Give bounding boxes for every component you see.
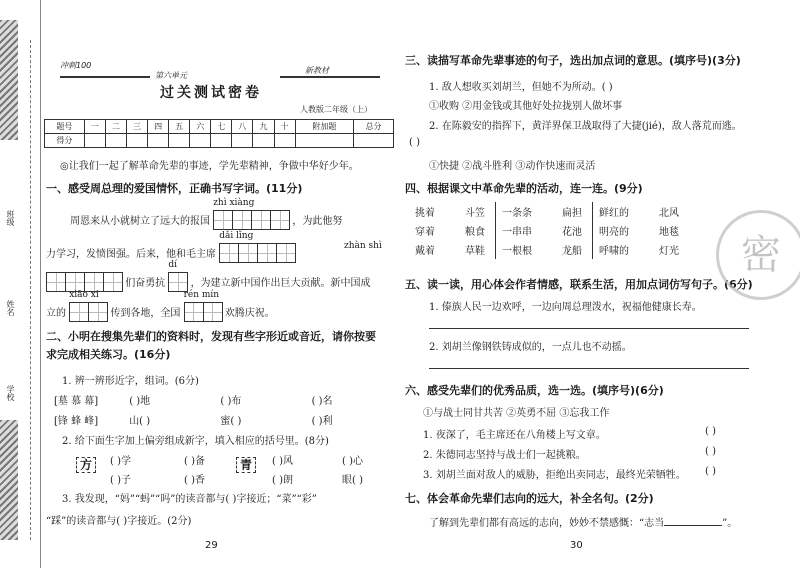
- score-cell[interactable]: [354, 134, 394, 148]
- q2-title: 二、小明在搜集先辈们的资料时，发现有些字形近或音近，请你按要: [46, 330, 376, 343]
- score-header-cell: 题号: [45, 120, 85, 134]
- q1-title: 一、感受周总理的爱国情怀，正确书写字词。(11分): [46, 182, 303, 195]
- q3-item2: 2. 在陈毅安的指挥下，黄洋界保卫战取得了大捷(jié)，敌人落荒而逃。: [429, 121, 742, 132]
- q2-sub3: 3. 我发现，“妈”“蚂”“吗”的读音都与( )字接近；“菜”“彩”: [62, 494, 317, 505]
- grade-label: 人教版二年级（上）: [300, 105, 372, 114]
- q7-title: 七、体会革命先辈们志向的远大，补全名句。(2分): [405, 492, 654, 505]
- q5-title: 五、读一读，用心体会作者情感，联系生活，用加点词仿写句子。(6分): [405, 278, 753, 291]
- matching-word[interactable]: 戴着: [415, 246, 435, 257]
- score-header-cell: 十: [274, 120, 295, 134]
- q1-line2: 力学习，发愤图强。后来，他和毛主席 dǎi lǐng zhàn shì: [46, 243, 295, 266]
- matching-word[interactable]: 草鞋: [465, 246, 485, 257]
- matching-word[interactable]: 粮食: [465, 227, 485, 238]
- matching-word[interactable]: 穿着: [415, 227, 435, 238]
- score-cell[interactable]: [148, 134, 169, 148]
- binding-stripe: [0, 20, 18, 140]
- school-label: 学校: [6, 385, 15, 401]
- matching-word[interactable]: 挑着: [415, 208, 435, 219]
- score-header-cell: 八: [232, 120, 253, 134]
- score-header-cell: 四: [148, 120, 169, 134]
- pinyin: xiāo xi: [69, 290, 99, 300]
- score-cell[interactable]: [105, 134, 126, 148]
- matching-word[interactable]: 龙船: [562, 246, 582, 257]
- q2-row1: [墓 慕 幕] ( )地 ( )布 ( )名: [54, 396, 333, 407]
- score-cell[interactable]: [253, 134, 274, 148]
- score-header-cell: 五: [169, 120, 190, 134]
- page-title: 过关测试密卷: [160, 85, 262, 101]
- matching-word[interactable]: 一串串: [496, 221, 557, 240]
- q3-item1: 1. 敌人想收买刘胡兰，但她不为所动。( ): [429, 82, 613, 93]
- q6-item2: 2. 朱德同志坚持与战士们一起挑粮。: [423, 450, 586, 461]
- answer-line[interactable]: [664, 525, 722, 526]
- answer-grid[interactable]: [69, 302, 107, 325]
- q1-line3: 们奋勇抗 dí ，为建立新中国作出巨大贡献。新中国成: [46, 272, 371, 295]
- name-label: 姓名: [6, 300, 15, 316]
- answer-bracket[interactable]: ( ): [705, 446, 716, 457]
- q6-title: 六、感受先辈们的优秀品质，选一选。(填序号)(6分): [405, 384, 664, 397]
- q1-line1: 周恩来从小就树立了远大的报国 zhì xiàng ，为此他努: [70, 210, 342, 233]
- matching-word[interactable]: 明亮的: [593, 221, 654, 240]
- q4-title: 四、根据课文中革命先辈的活动，连一连。(9分): [405, 182, 643, 195]
- secret-stamp: 密: [716, 210, 800, 300]
- cut-line: [30, 40, 31, 540]
- q2-sub1: 1. 辨一辨形近字，组词。(6分): [62, 376, 199, 387]
- score-row-label: 得分: [45, 134, 85, 148]
- q2-title-cont: 求完成相关练习。(16分): [46, 348, 171, 361]
- answer-bracket[interactable]: ( ): [705, 466, 716, 477]
- score-cell[interactable]: [232, 134, 253, 148]
- score-cell[interactable]: [126, 134, 147, 148]
- intro-text: ◎让我们一起了解革命先辈的事迹，学先辈精神，争做中华好少年。: [60, 161, 359, 172]
- q5-sentence2: 2. 刘胡兰像钢铁铸成似的，一点儿也不动摇。: [429, 342, 632, 353]
- radical-box: 方: [76, 456, 96, 473]
- radical-box: 青: [236, 456, 256, 473]
- score-cell[interactable]: [211, 134, 232, 148]
- q2-group2: ( )风 ( )心 ( )朗 眼( ): [272, 456, 363, 486]
- q5-sentence1: 1. 傣族人民一边欢呼，一边向周总理泼水，祝福他健康长寿。: [429, 302, 702, 313]
- matching-word[interactable]: 灯光: [659, 246, 679, 257]
- brand: 冲刺100: [60, 61, 92, 70]
- answer-grid[interactable]: [184, 302, 222, 325]
- answer-line[interactable]: [429, 368, 749, 369]
- matching-word[interactable]: 花池: [562, 227, 582, 238]
- q2-group1: ( )学 ( )备 ( )子 ( )香: [110, 456, 205, 486]
- header-rule: [280, 76, 380, 78]
- answer-grid[interactable]: [219, 243, 295, 266]
- score-cell[interactable]: [169, 134, 190, 148]
- pinyin: dí: [168, 260, 178, 270]
- matching-word[interactable]: 斗笠: [465, 208, 485, 219]
- class-label: 班级: [6, 210, 15, 226]
- edition-label: 新教材: [305, 66, 329, 75]
- score-header-cell: 六: [190, 120, 211, 134]
- q3-item1-options: ①收购 ②用金钱或其他好处拉拢别人做坏事: [429, 101, 623, 112]
- q7-sentence: 了解到先辈们都有高远的志向，妙妙不禁感慨：“志当 ”。: [429, 518, 738, 529]
- score-cell[interactable]: [295, 134, 354, 148]
- q3-item2-options: ①快捷 ②战斗胜利 ③动作快速而灵活: [429, 161, 596, 172]
- q6-item1: 1. 夜深了，毛主席还在八角楼上写文章。: [423, 430, 606, 441]
- score-cell[interactable]: [84, 134, 105, 148]
- score-header-cell: 三: [126, 120, 147, 134]
- score-header-cell: 附加题: [295, 120, 354, 134]
- q6-item3: 3. 刘胡兰面对敌人的威胁，拒绝出卖同志，最终光荣牺牲。: [423, 470, 686, 481]
- matching-word[interactable]: 呼啸的: [593, 240, 654, 259]
- matching-row: [409, 202, 689, 221]
- matching-word[interactable]: 鲜红的: [593, 202, 654, 221]
- pinyin: dǎi lǐng: [219, 231, 254, 241]
- unit-label: 第六单元: [155, 71, 187, 80]
- matching-row: [409, 221, 689, 240]
- q2-row2: [锋 蜂 峰] 山( ) 蜜( ) ( )利: [54, 416, 333, 427]
- pinyin: zhàn shì: [344, 241, 382, 251]
- matching-word[interactable]: 一条条: [496, 202, 557, 221]
- page-number-left: 29: [205, 540, 218, 551]
- score-header-cell: 九: [253, 120, 274, 134]
- pinyin: zhì xiàng: [213, 198, 255, 208]
- pinyin: rén mín: [183, 290, 220, 300]
- binding-stripe: [0, 420, 18, 540]
- score-cell[interactable]: [190, 134, 211, 148]
- matching-word[interactable]: 北风: [659, 208, 679, 219]
- matching-table: [409, 202, 689, 259]
- matching-word[interactable]: 一根根: [496, 240, 557, 259]
- left-page: [40, 0, 396, 568]
- score-header-cell: 一: [84, 120, 105, 134]
- score-table: [44, 119, 394, 148]
- answer-line[interactable]: [429, 328, 749, 329]
- score-cell[interactable]: [274, 134, 295, 148]
- q3-item2-bracket: ( ): [409, 137, 420, 148]
- q3-title: 三、读描写革命先辈事迹的句子，选出加点词的意思。(填序号)(3分): [405, 54, 741, 67]
- q6-options: ①与战士同甘共苦 ②英勇不屈 ③忘我工作: [423, 408, 610, 419]
- binding-margin: [0, 0, 41, 568]
- score-header-cell: 二: [105, 120, 126, 134]
- score-header-cell: 总分: [354, 120, 394, 134]
- answer-bracket[interactable]: ( ): [705, 426, 716, 437]
- matching-row: [409, 240, 689, 259]
- q2-sub3-cont: “踩”的读音都与( )字接近。(2分): [46, 516, 192, 527]
- score-header-cell: 七: [211, 120, 232, 134]
- q1-line4: 立的 xiāo xi 传到各地，全国 rén mín 欢腾庆祝。: [46, 302, 275, 325]
- header-rule: [60, 76, 150, 78]
- page-number-right: 30: [570, 540, 583, 551]
- matching-word[interactable]: 扁担: [562, 208, 582, 219]
- matching-word[interactable]: 地毯: [659, 227, 679, 238]
- answer-grid[interactable]: [213, 210, 289, 233]
- q2-sub2: 2. 给下面生字加上偏旁组成新字，填入相应的括号里。(8分): [62, 436, 329, 447]
